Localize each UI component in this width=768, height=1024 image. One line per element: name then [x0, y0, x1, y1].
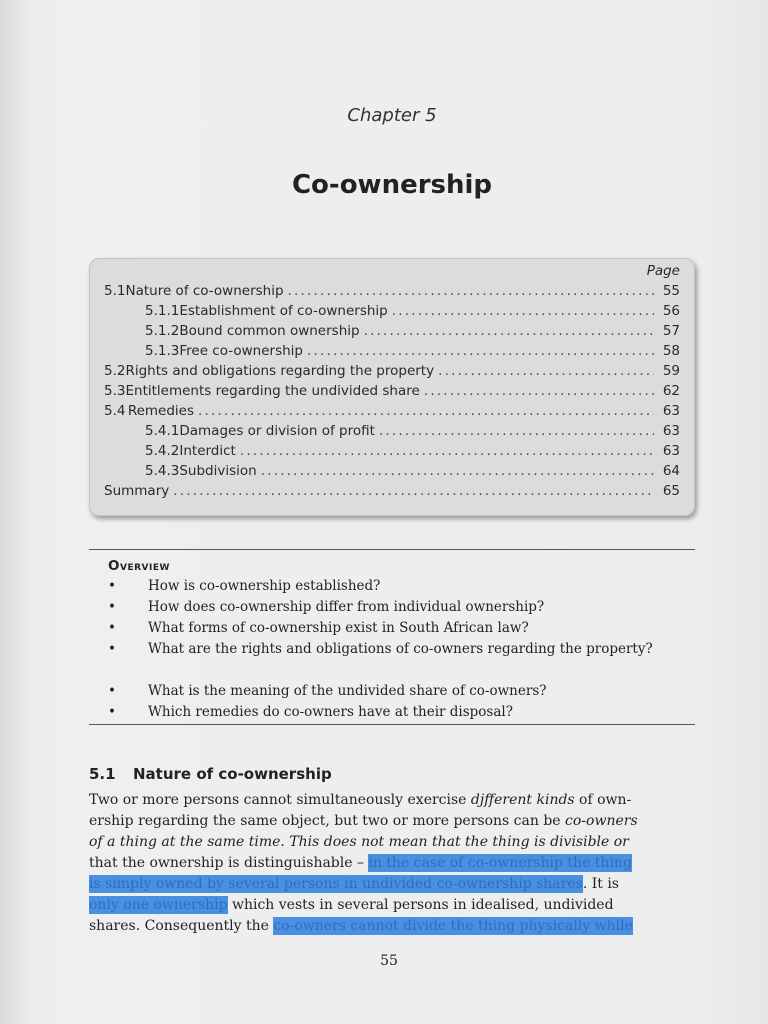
- toc-entry-number: 5.4.2: [145, 443, 180, 459]
- text-run: which vests in several persons in idealised, undivided: [227, 897, 614, 913]
- text-run: of own-: [574, 792, 632, 808]
- toc-entry-title: Bound common ownership: [179, 323, 360, 339]
- toc-entry-page: 63: [662, 423, 680, 439]
- paragraph-line: [89, 811, 638, 832]
- overview-item: [108, 702, 668, 723]
- toc-entry-title: Subdivision: [179, 463, 257, 479]
- toc-entry-number: 5.2: [104, 363, 126, 379]
- paragraph-line: [89, 832, 629, 853]
- toc-entry: [90, 323, 680, 343]
- text-run: that the ownership is distinguishable –: [89, 855, 369, 871]
- overview-item: [108, 576, 668, 597]
- toc-entry-page: 56: [662, 303, 680, 319]
- chapter-title: Co-ownership: [291, 170, 493, 200]
- overview-item-text: How does co-ownership differ from individual ownership?: [148, 599, 545, 615]
- toc-leader-dots: [198, 403, 654, 419]
- toc-entry: [90, 483, 680, 503]
- overview-item-text: Which remedies do co-owners have at their disposal?: [148, 704, 513, 720]
- toc-leader-dots: [288, 283, 654, 299]
- toc-entry-number: 5.1: [104, 283, 126, 299]
- section-heading: [89, 765, 332, 783]
- text-run-highlight: is simply owned by several persons in undivided co-ownership shares: [89, 876, 583, 892]
- toc-entry-number: 5.1.1: [145, 303, 180, 319]
- toc-entry: [90, 383, 680, 403]
- toc-entry-title: Establishment of co-ownership: [179, 303, 388, 319]
- toc-entry-page: 63: [662, 403, 680, 419]
- toc-entry-page: 65: [662, 483, 680, 499]
- paragraph-line: [89, 916, 633, 937]
- toc-entry: [90, 443, 680, 463]
- bullet-icon: •: [108, 620, 116, 636]
- toc-entry-title: Rights and obligations regarding the property: [125, 363, 435, 379]
- toc-entry-number: 5.4.1: [145, 423, 180, 439]
- toc-leader-dots: [438, 363, 654, 379]
- text-run: ership regarding the same object, but two or more persons can be: [89, 813, 566, 829]
- toc-entry-number: 5.1.2: [145, 323, 180, 339]
- overview-item: [108, 597, 668, 618]
- toc-leader-dots: [261, 463, 654, 479]
- toc-entry-number: 5.4.3: [145, 463, 180, 479]
- toc-leader-dots: [379, 423, 654, 439]
- highlighted-text: [89, 896, 228, 914]
- overview-item: [108, 618, 668, 639]
- table-of-contents: [89, 258, 695, 516]
- toc-entry-page: 62: [662, 383, 680, 399]
- overview-item: [108, 681, 668, 702]
- text-run: shares. Consequently the: [89, 918, 274, 934]
- paragraph-line: [89, 895, 614, 916]
- paragraph-line: [89, 853, 632, 874]
- text-run: . It is: [582, 876, 619, 892]
- text-run: Two or more persons cannot simultaneously exercise: [89, 792, 471, 808]
- highlighted-text: [273, 917, 633, 935]
- overview-item-text: What are the rights and obligations of co-owners regarding the property?: [148, 641, 653, 657]
- toc-entry: [90, 463, 680, 483]
- toc-leader-dots: [173, 483, 654, 499]
- overview-item-text: What forms of co-ownership exist in South African law?: [148, 620, 529, 636]
- section-number: 5.1: [89, 765, 116, 783]
- text-run-highlight: only one ownership: [89, 897, 228, 913]
- bullet-icon: •: [108, 641, 116, 657]
- toc-entry-page: 57: [662, 323, 680, 339]
- toc-entry-title: Remedies: [127, 403, 195, 419]
- text-run-italic: co-owners: [565, 813, 638, 829]
- toc-page-header: Page: [646, 263, 680, 279]
- page-number: 55: [380, 953, 398, 969]
- overview-title: Overview: [108, 558, 170, 574]
- toc-entry-page: 58: [662, 343, 680, 359]
- highlighted-text: [89, 875, 583, 893]
- paragraph-line: [89, 874, 619, 895]
- toc-leader-dots: [240, 443, 654, 459]
- toc-entry-page: 59: [662, 363, 680, 379]
- section-title: Nature of co-ownership: [133, 765, 332, 783]
- toc-entry-number: 5.4: [104, 403, 126, 419]
- toc-entry: [90, 303, 680, 323]
- toc-entry-page: 63: [662, 443, 680, 459]
- toc-entry-page: 55: [662, 283, 680, 299]
- toc-leader-dots: [392, 303, 654, 319]
- toc-entry-title: Nature of co-ownership: [125, 283, 284, 299]
- toc-leader-dots: [364, 323, 654, 339]
- toc-entry: [90, 283, 680, 303]
- toc-entry-title: Damages or division of profit: [179, 423, 375, 439]
- text-run-highlight: in the case of co-ownership the thing: [368, 855, 632, 871]
- toc-entry-title: Free co-ownership: [179, 343, 303, 359]
- toc-leader-dots: [424, 383, 654, 399]
- overview-item-text: How is co-ownership established?: [148, 578, 381, 594]
- overview-item-text: What is the meaning of the undivided share of co-owners?: [148, 683, 547, 699]
- bullet-icon: •: [108, 704, 116, 720]
- bullet-icon: •: [108, 578, 116, 594]
- overview-bottom-rule: [89, 724, 695, 725]
- toc-entry-page: 64: [662, 463, 680, 479]
- toc-entry-title: Summary: [104, 483, 170, 499]
- toc-entry: [90, 423, 680, 443]
- toc-entry-number: 5.3: [104, 383, 126, 399]
- toc-entry: [90, 403, 680, 423]
- paragraph-line: [89, 790, 631, 811]
- text-run-italic: of a thing at the same time. This does not mean that the thing is divisible or: [89, 834, 629, 850]
- bullet-icon: •: [108, 599, 116, 615]
- bullet-icon: •: [108, 683, 116, 699]
- toc-entry: [90, 343, 680, 363]
- highlighted-text: [368, 854, 631, 872]
- toc-entry-title: Entitlements regarding the undivided share: [125, 383, 420, 399]
- overview-item: [108, 639, 668, 660]
- toc-entry-number: 5.1.3: [145, 343, 180, 359]
- overview-top-rule: [89, 549, 695, 550]
- toc-entry-title: Interdict: [179, 443, 236, 459]
- text-run-highlight: co-owners cannot divide the thing physically while: [273, 918, 633, 934]
- toc-entry: [90, 363, 680, 383]
- toc-leader-dots: [307, 343, 654, 359]
- chapter-label: Chapter 5: [347, 105, 437, 126]
- text-run-italic: djfferent kinds: [470, 792, 575, 808]
